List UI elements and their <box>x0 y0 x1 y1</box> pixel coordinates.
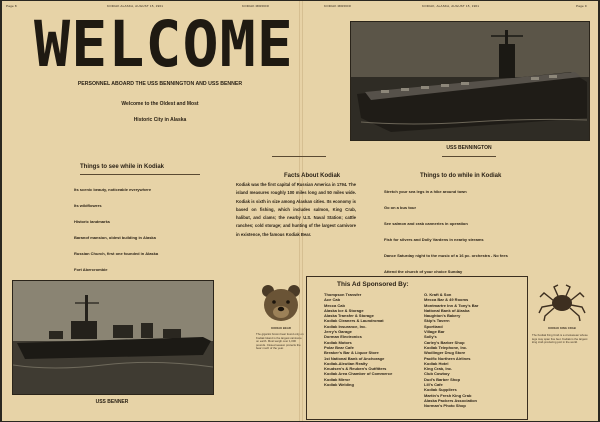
list-item: Kodiak Mirror <box>324 376 351 382</box>
list-item: Sportland <box>424 323 443 329</box>
list-item: Alaska Transfer & Storage <box>324 313 374 319</box>
list-item: Attend the church of your choice Sunday <box>384 269 463 274</box>
list-item: Knudsen's & Reuben's Outfitters <box>324 366 387 372</box>
list-item: Skip's Tavern <box>424 318 450 324</box>
bear-text: The gigantic brown bear found only on Kodiak Island is the largest carnivore on earth. Most weigh over 1,000 pounds. Closed season protects the bear much of the year. <box>256 332 304 351</box>
list-item: Kodiak Insurance, Inc. <box>324 323 367 329</box>
list-item: Fish for silvers and Dolly Vardens in nearby streams <box>384 237 484 242</box>
welcome-line-1: Welcome to the Oldest and Most <box>121 101 199 107</box>
divider-rule <box>442 156 496 157</box>
list-item: Naughton's Bakery <box>424 313 461 319</box>
list-item: Baranof mansion, oldest building in Alaska <box>74 235 156 240</box>
list-item: Go on a bus tour <box>384 205 416 210</box>
see-heading: Things to see while in Kodiak <box>80 164 165 170</box>
crab-text: The Kodiak King Crab is a crustacean whose legs may span five feet. Kodiak is the largest king crab producing port in the world. <box>532 333 588 345</box>
list-item: Dorman Electronics <box>324 334 362 340</box>
left-page-number: Page 8 <box>6 4 17 8</box>
uss-benner-photo <box>12 280 214 395</box>
see-list <box>74 182 158 278</box>
list-item: Pacific Northern Airlines <box>424 355 471 361</box>
list-item: Alaska Ice & Storage <box>324 307 364 313</box>
right-page-number: Page 9 <box>576 4 587 8</box>
list-item: Village Bar <box>424 329 445 335</box>
right-masthead: KODIAK MIRROR <box>324 4 351 8</box>
list-item: Mecca Cab <box>324 302 345 308</box>
list-item: Montmartre Inn & Tony's Bar <box>424 302 479 308</box>
right-dateline: KODIAK, ALASKA, AUGUST 15, 1961 <box>422 4 480 8</box>
left-masthead: KODIAK MIRROR <box>242 4 269 8</box>
list-item: Kodiak Area Chamber of Commerce <box>324 371 393 377</box>
list-item: Thompson Transfer <box>324 292 362 297</box>
divider-rule <box>272 156 326 157</box>
list-item: Kodiak Welding <box>324 382 354 388</box>
list-item: Its wildflowers <box>74 203 102 208</box>
list-item: Kodiak Hotel <box>424 360 449 366</box>
list-item: Its scenic beauty, noticeable everywhere <box>74 187 152 192</box>
crab-caption: KODIAK KING CRAB <box>548 326 576 330</box>
list-item: King Crab, Inc. <box>424 366 453 372</box>
list-item: Kodiak Cleaners & Laundromat <box>324 318 384 324</box>
list-item: Dance Saturday night to the music of a 16 pc. orchestra - No fees <box>384 253 508 258</box>
list-item: Carley's Barber Shop <box>424 339 465 345</box>
list-item: Kodiak Telephone, Inc. <box>424 344 468 350</box>
list-item: See salmon and crab canneries in operation <box>384 221 468 226</box>
bear-caption: KODIAK BEAR <box>271 326 291 330</box>
list-item: Polar Bear Cafe <box>324 344 354 350</box>
list-item: Ace Cab <box>324 297 341 303</box>
list-item: Alaska Packers Association <box>424 397 477 403</box>
facts-heading: Facts About Kodiak <box>284 173 341 179</box>
list-item: Fort Abercrombie <box>74 267 108 272</box>
list-item: O. Kraft & Son <box>424 292 452 297</box>
do-list <box>384 188 556 276</box>
newspaper-spread <box>2 1 598 421</box>
list-item: Mecca Bar & 49 Rooms <box>424 297 469 303</box>
divider-rule <box>80 174 200 175</box>
list-item: Historic landmarks <box>74 219 111 224</box>
list-item: Wodlinger Drug Store <box>424 350 466 356</box>
list-item: Solly's <box>424 334 437 340</box>
facts-paragraph: Kodiak was the first capital of Russian America in 1794. The island measures roughly 100 miles long and 50 miles wide. Kodiak is sixth in size among Alaskan cities. Its economy is based on fishing, which includes salmon, King Crab, halibut, and clams; the nearby U.S. Naval Station; cattle ranches; cold storage; and hunting of the largest carnivore in existence, the famous Kodiak Bear. <box>236 182 356 237</box>
welcome-subtitle: PERSONNEL ABOARD THE USS BENNINGTON AND USS BENNER <box>77 81 243 87</box>
do-heading: Things to do while in Kodiak <box>420 173 502 179</box>
destroyer-ship-icon <box>13 281 213 394</box>
bear-icon <box>259 283 303 325</box>
list-item: Kodiak Motors <box>324 339 352 345</box>
sponsor-column-1 <box>324 292 392 387</box>
uss-bennington-photo <box>350 21 590 141</box>
list-item: Kodiak-Aleutian Realty <box>324 360 368 366</box>
list-item: Martin's Fresh King Crab <box>424 392 472 398</box>
left-dateline: KODIAK ALASKA, AUGUST 15, 1961 <box>107 4 164 8</box>
carrier-ship-icon <box>351 22 589 140</box>
list-item: 1st National Bank of Anchorage <box>324 355 385 361</box>
list-item: Club Cowboy <box>424 371 450 377</box>
bennington-caption: USS BENNINGTON <box>446 145 492 151</box>
welcome-title: WELCOME <box>34 8 294 82</box>
sponsor-column-2 <box>424 292 478 409</box>
welcome-line-2: Historic City in Alaska <box>133 117 187 123</box>
king-crab-icon <box>538 283 586 323</box>
list-item: Stretch your sea legs in a hike around town <box>384 189 467 194</box>
list-item: Kodiak Suppliers <box>424 387 457 393</box>
sponsor-heading: This Ad Sponsored By: <box>337 281 409 288</box>
list-item: Lill's Cafe <box>424 382 443 388</box>
list-item: Dud's Barber Shop <box>424 376 461 382</box>
list-item: National Bank of Alaska <box>424 307 470 313</box>
list-item: Breaker's Bar & Liquor Store <box>324 350 379 356</box>
list-item: Jerry's Garage <box>324 329 352 335</box>
list-item: Norman's Photo Shop <box>424 403 466 409</box>
benner-caption: USS BENNER <box>95 399 129 405</box>
list-item: Russian Church, first one founded in Alaska <box>74 251 159 256</box>
